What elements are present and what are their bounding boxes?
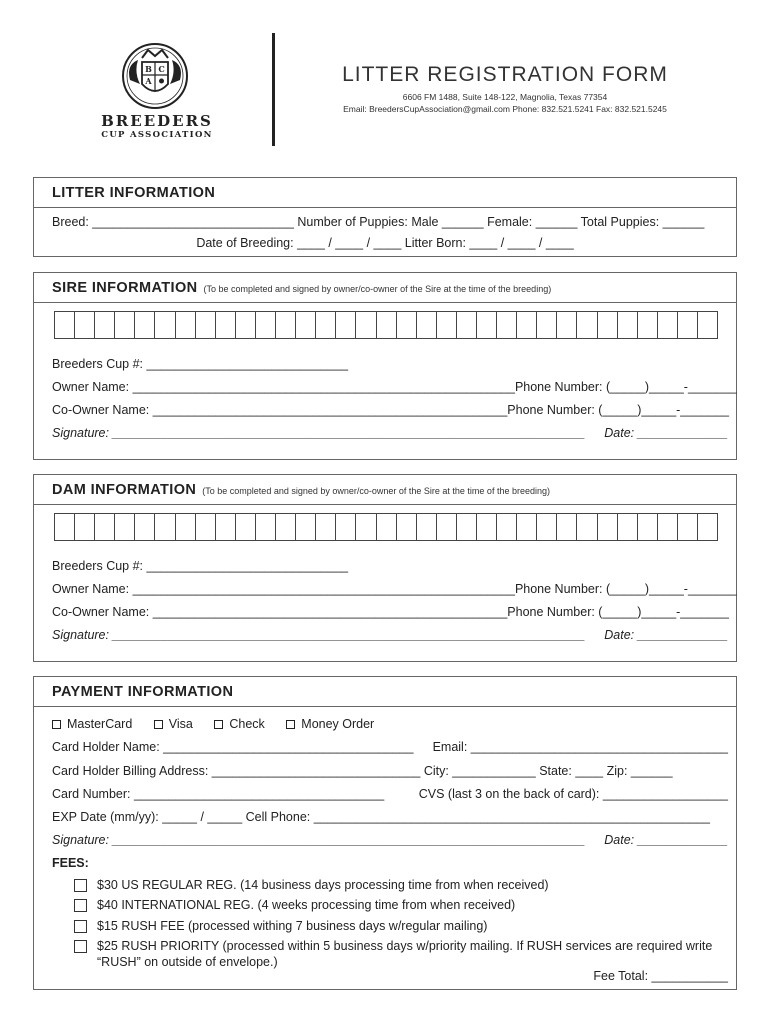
cvs-field[interactable]: CVS (last 3 on the back of card): __________________ <box>418 787 728 801</box>
digit-box[interactable] <box>698 513 718 541</box>
card-number-field[interactable]: Card Number: ____________________________________ <box>52 787 385 801</box>
sire-information-section <box>33 272 737 460</box>
digit-box[interactable] <box>658 513 678 541</box>
fee-checkbox-rush[interactable] <box>74 920 87 933</box>
digit-box[interactable] <box>135 311 155 339</box>
digit-box[interactable] <box>95 311 115 339</box>
section-title-text: SIRE INFORMATION <box>52 280 198 296</box>
digit-box[interactable] <box>216 513 236 541</box>
digit-box[interactable] <box>75 513 95 541</box>
digit-box[interactable] <box>417 513 437 541</box>
digit-box[interactable] <box>577 513 597 541</box>
fee-checkbox-rush-priority[interactable] <box>74 940 87 953</box>
digit-box[interactable] <box>196 513 216 541</box>
digit-box[interactable] <box>638 311 658 339</box>
digit-box[interactable] <box>377 311 397 339</box>
email-field[interactable]: Email: _____________________________________ <box>432 740 728 754</box>
breeders-cup-number-field[interactable]: Breeders Cup #: _____________________________ <box>52 357 349 371</box>
digit-box[interactable] <box>276 311 296 339</box>
fee-option-rush-priority: $25 RUSH PRIORITY (processed within 5 business days w/priority mailing. If RUSH services are required write “RUSH” on outside of envelope.) <box>97 939 713 969</box>
digit-box[interactable] <box>176 513 196 541</box>
signature-row <box>52 628 728 642</box>
card-holder-name-field[interactable]: Card Holder Name: ____________________________________ <box>52 740 414 754</box>
payment-option-visa[interactable] <box>154 717 193 731</box>
digit-box[interactable] <box>356 311 376 339</box>
card-holder-row <box>52 740 728 754</box>
section-title-text: DAM INFORMATION <box>52 482 197 498</box>
signature-row <box>52 426 728 440</box>
fees-label: FEES: <box>52 856 89 870</box>
checkbox[interactable] <box>214 720 223 729</box>
owner-row <box>52 380 737 394</box>
logo-subname: CUP ASSOCIATION <box>101 130 213 140</box>
payment-option-mastercard[interactable] <box>52 717 132 731</box>
digit-box[interactable] <box>557 513 577 541</box>
digit-box[interactable] <box>437 311 457 339</box>
digit-box[interactable] <box>397 513 417 541</box>
dam-information-section <box>33 474 737 662</box>
section-note: (To be completed and signed by owner/co-owner of the Sire at the time of the breeding) <box>202 486 550 496</box>
section-title: PAYMENT INFORMATION <box>52 684 234 700</box>
digit-box[interactable] <box>296 311 316 339</box>
owner-phone-field[interactable]: Phone Number: (_____)_____-_______ <box>514 582 737 596</box>
exp-cell-row[interactable]: EXP Date (mm/yy): _____ / _____ Cell Phone: _________________________________________________________ <box>52 810 710 824</box>
digit-box[interactable] <box>115 513 135 541</box>
digit-box[interactable] <box>115 311 135 339</box>
digit-box[interactable] <box>336 311 356 339</box>
digit-box[interactable] <box>256 513 276 541</box>
digit-box[interactable] <box>618 513 638 541</box>
address-text: 6606 FM 1488, Suite 148-122, Magnolia, Texas 77354 <box>402 92 608 102</box>
digit-box[interactable] <box>256 311 276 339</box>
digit-box[interactable] <box>598 311 618 339</box>
digit-box[interactable] <box>54 311 75 339</box>
digit-box[interactable] <box>155 513 175 541</box>
section-title: LITTER INFORMATION <box>52 185 216 201</box>
digit-box[interactable] <box>356 513 376 541</box>
coowner-phone-field[interactable]: Phone Number: (_____)_____-_______ <box>507 605 729 619</box>
digit-box[interactable] <box>537 311 557 339</box>
section-title <box>52 280 551 296</box>
digit-box[interactable] <box>135 513 155 541</box>
digit-box[interactable] <box>437 513 457 541</box>
owner-phone-field[interactable]: Phone Number: (_____)_____-_______ <box>514 380 737 394</box>
signature-field[interactable]: Signature: ____________________________________________________________________ <box>52 833 586 847</box>
digit-box[interactable] <box>618 311 638 339</box>
payment-option-label: MasterCard <box>67 717 133 731</box>
section-title <box>52 482 550 498</box>
crest-letter-c: C <box>158 64 165 74</box>
digit-box[interactable] <box>577 311 597 339</box>
payment-method-row <box>52 717 728 731</box>
section-header <box>34 677 736 707</box>
billing-address-field[interactable]: Card Holder Billing Address: ______________________________ City: ____________ State: ____ Zip: ______ <box>52 764 673 778</box>
breeders-cup-number-field[interactable]: Breeders Cup #: _____________________________ <box>52 559 349 573</box>
digit-box[interactable] <box>517 513 537 541</box>
digit-box[interactable] <box>54 513 75 541</box>
digit-box[interactable] <box>517 311 537 339</box>
digit-box[interactable] <box>216 311 236 339</box>
checkbox[interactable] <box>52 720 61 729</box>
fee-checkbox-international[interactable] <box>74 899 87 912</box>
digit-box[interactable] <box>457 311 477 339</box>
coowner-row <box>52 605 728 619</box>
digit-box[interactable] <box>176 311 196 339</box>
fee-option-international: $40 INTERNATIONAL REG. (4 weeks processing time from when received) <box>97 898 516 912</box>
digit-box[interactable] <box>698 311 718 339</box>
checkbox[interactable] <box>154 720 163 729</box>
owner-name-field[interactable]: Owner Name: _______________________________________________________ <box>52 380 515 394</box>
payment-option-label: Check <box>229 717 265 731</box>
header-divider <box>272 33 275 146</box>
registration-number-boxes[interactable] <box>54 513 718 541</box>
digit-box[interactable] <box>397 311 417 339</box>
section-note: (To be completed and signed by owner/co-owner of the Sire at the time of the breeding) <box>203 284 552 294</box>
date-field[interactable]: Date: _____________ <box>604 833 728 847</box>
digit-box[interactable] <box>537 513 557 541</box>
signature-field[interactable]: Signature: ____________________________________________________________________ <box>52 426 586 440</box>
payment-information-section <box>33 676 737 990</box>
digit-box[interactable] <box>276 513 296 541</box>
digit-box[interactable] <box>477 311 497 339</box>
litter-line-dates[interactable]: Date of Breeding: ____ / ____ / ____ Litter Born: ____ / ____ / ____ <box>196 236 574 250</box>
digit-box[interactable] <box>155 311 175 339</box>
digit-box[interactable] <box>296 513 316 541</box>
coowner-name-field[interactable]: Co-Owner Name: ___________________________________________________ <box>52 403 508 417</box>
association-crest-logo <box>120 40 190 110</box>
digit-box[interactable] <box>417 311 437 339</box>
signature-row <box>52 833 728 847</box>
payment-option-label: Money Order <box>301 717 375 731</box>
digit-box[interactable] <box>497 513 517 541</box>
date-field[interactable]: Date: _____________ <box>604 426 728 440</box>
payment-option-check[interactable] <box>214 717 264 731</box>
fee-checkbox-regular[interactable] <box>74 879 87 892</box>
digit-box[interactable] <box>236 513 256 541</box>
digit-box[interactable] <box>497 311 517 339</box>
owner-name-field[interactable]: Owner Name: _______________________________________________________ <box>52 582 515 596</box>
signature-field[interactable]: Signature: ____________________________________________________________________ <box>52 628 586 642</box>
coowner-row <box>52 403 728 417</box>
section-header <box>34 273 736 303</box>
contact-text: Email: BreedersCupAssociation@gmail.com Phone: 832.521.5241 Fax: 832.521.5245 <box>343 104 667 114</box>
crest-letter-b: B <box>145 64 152 74</box>
coowner-phone-field[interactable]: Phone Number: (_____)_____-_______ <box>507 403 729 417</box>
digit-box[interactable] <box>95 513 115 541</box>
section-header <box>34 178 736 208</box>
digit-box[interactable] <box>557 311 577 339</box>
litter-information-section <box>33 177 737 257</box>
registration-number-boxes[interactable] <box>54 311 718 339</box>
digit-box[interactable] <box>477 513 497 541</box>
fee-option-regular: $30 US REGULAR REG. (14 business days processing time from when received) <box>97 878 549 892</box>
checkbox[interactable] <box>286 720 295 729</box>
digit-box[interactable] <box>316 513 336 541</box>
date-field[interactable]: Date: _____________ <box>604 628 728 642</box>
digit-box[interactable] <box>658 311 678 339</box>
crest-letter-a: A <box>145 76 152 86</box>
litter-line-breed[interactable]: Breed: _____________________________ Number of Puppies: Male ______ Female: ______ Total Puppies: ______ <box>52 215 705 229</box>
coowner-name-field[interactable]: Co-Owner Name: ___________________________________________________ <box>52 605 508 619</box>
fee-total-field[interactable]: Fee Total: ___________ <box>593 969 728 983</box>
logo-name: BREEDERS <box>101 112 213 130</box>
digit-box[interactable] <box>75 311 95 339</box>
digit-box[interactable] <box>598 513 618 541</box>
digit-box[interactable] <box>377 513 397 541</box>
digit-box[interactable] <box>196 311 216 339</box>
digit-box[interactable] <box>316 311 336 339</box>
owner-row <box>52 582 737 596</box>
digit-box[interactable] <box>457 513 477 541</box>
payment-option-money-order[interactable] <box>286 717 374 731</box>
digit-box[interactable] <box>236 311 256 339</box>
fee-option-rush: $15 RUSH FEE (processed withing 7 business days w/regular mailing) <box>97 919 488 933</box>
digit-box[interactable] <box>638 513 658 541</box>
digit-box[interactable] <box>678 311 698 339</box>
form-title: LITTER REGISTRATION FORM <box>342 63 668 86</box>
digit-box[interactable] <box>678 513 698 541</box>
payment-option-label: Visa <box>168 717 193 731</box>
digit-box[interactable] <box>336 513 356 541</box>
section-header <box>34 475 736 505</box>
card-number-row <box>52 787 728 801</box>
